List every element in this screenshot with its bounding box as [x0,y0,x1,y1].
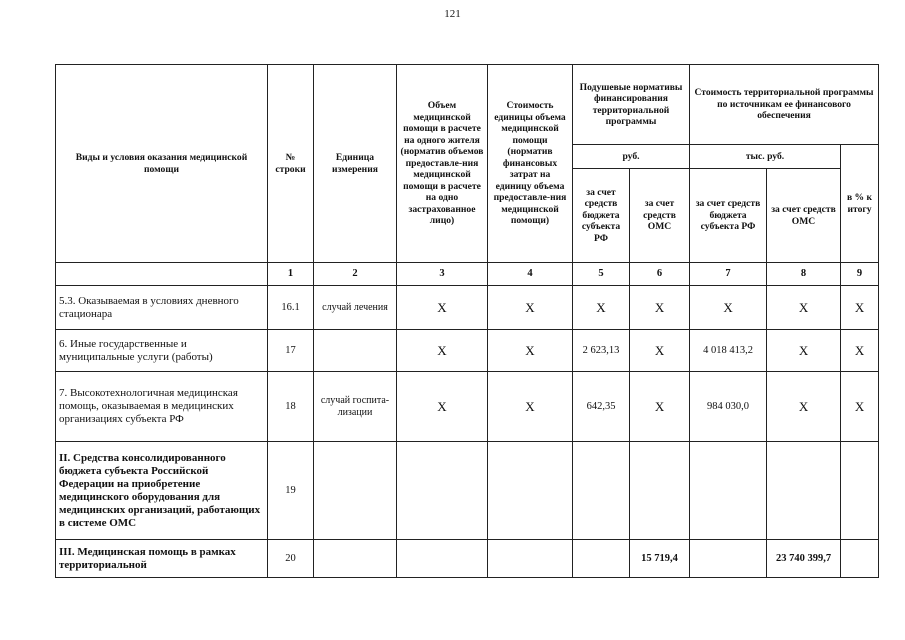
row-percent [841,442,879,540]
row-unit: случай лечения [314,286,397,330]
row-line-number: 16.1 [268,286,314,330]
row-volume: X [397,286,488,330]
row-unit-cost [488,540,573,578]
table-row [56,540,879,578]
row-norm-oms [630,442,690,540]
row-unit: случай госпита-лизации [314,372,397,442]
row-line-number: 18 [268,372,314,442]
column-number: 1 [268,263,314,286]
header-unit-thousand-rub: тыс. руб. [690,145,841,169]
header-program-cost: Стоимость территориальной программы по источникам ее финансового обеспечения [690,65,879,145]
row-unit-cost: X [488,286,573,330]
row-line-number: 17 [268,330,314,372]
row-percent: X [841,330,879,372]
row-percent: X [841,372,879,442]
table-row [56,442,879,540]
row-norm-oms: 15 719,4 [630,540,690,578]
page-number: 121 [444,8,461,20]
table-row [56,286,879,330]
column-number: 2 [314,263,397,286]
row-norm-oms: X [630,372,690,442]
row-unit-cost [488,442,573,540]
row-norm-budget: X [573,286,630,330]
row-unit [314,330,397,372]
row-name: 6. Иные государственные и муниципальные услуги (работы) [56,330,268,372]
row-volume [397,540,488,578]
column-number: 4 [488,263,573,286]
column-number: 5 [573,263,630,286]
row-cost-budget: 4 018 413,2 [690,330,767,372]
row-unit [314,540,397,578]
row-cost-budget [690,540,767,578]
header-per-capita-norms: Подушевые нормативы финансирования территориальной программы [573,65,690,145]
row-norm-oms: X [630,286,690,330]
row-cost-budget: 984 030,0 [690,372,767,442]
column-numbers-row [56,263,879,286]
header-cost-oms: за счет средств ОМС [767,169,841,263]
row-volume: X [397,330,488,372]
row-unit-cost: X [488,330,573,372]
row-cost-oms: X [767,330,841,372]
header-line-number: № строки [268,65,314,263]
column-number: 6 [630,263,690,286]
row-norm-budget: 642,35 [573,372,630,442]
table-row [56,372,879,442]
header-unit: Единица измерения [314,65,397,263]
row-norm-budget: 2 623,13 [573,330,630,372]
column-number: 7 [690,263,767,286]
row-unit-cost: X [488,372,573,442]
row-cost-budget [690,442,767,540]
header-unit-cost: Стоимость единицы объема медицинской помощи (норматив финансовых затрат на единицу объема предоставле-ния медицинской помощи) [488,65,573,263]
header-care-type: Виды и условия оказания медицинской помощи [56,65,268,263]
column-number: 8 [767,263,841,286]
table-row [56,330,879,372]
row-name: II. Средства консолидированного бюджета субъекта Российской Федерации на приобретение медицинского оборудования для медицинских организаций, работающих в системе ОМС [56,442,268,540]
row-norm-budget [573,442,630,540]
header-percent-total: в % к итогу [841,145,879,263]
row-volume [397,442,488,540]
header-norm-budget: за счет средств бюджета субъекта РФ [573,169,630,263]
row-volume: X [397,372,488,442]
row-cost-oms: X [767,372,841,442]
row-norm-budget [573,540,630,578]
medical-care-cost-table [55,64,879,578]
row-unit [314,442,397,540]
row-cost-oms: X [767,286,841,330]
row-line-number: 19 [268,442,314,540]
row-cost-oms: 23 740 399,7 [767,540,841,578]
header-unit-rub: руб. [573,145,690,169]
column-number: 3 [397,263,488,286]
row-norm-oms: X [630,330,690,372]
row-name: 5.3. Оказываемая в условиях дневного стационара [56,286,268,330]
header-norm-oms: за счет средств ОМС [630,169,690,263]
header-volume: Объем медицинской помощи в расчете на одного жителя (норматив объемов предоставле-ния медицинской помощи в расчете на одно застрахованное лицо) [397,65,488,263]
header-cost-budget: за счет средств бюджета субъекта РФ [690,169,767,263]
row-percent [841,540,879,578]
row-cost-oms [767,442,841,540]
row-cost-budget: X [690,286,767,330]
column-number: 9 [841,263,879,286]
row-name: III. Медицинская помощь в рамках территориальной [56,540,268,578]
row-name: 7. Высокотехнологичная медицинская помощь, оказываемая в медицинских организациях субъекта РФ [56,372,268,442]
row-percent: X [841,286,879,330]
column-number-empty [56,263,268,286]
row-line-number: 20 [268,540,314,578]
